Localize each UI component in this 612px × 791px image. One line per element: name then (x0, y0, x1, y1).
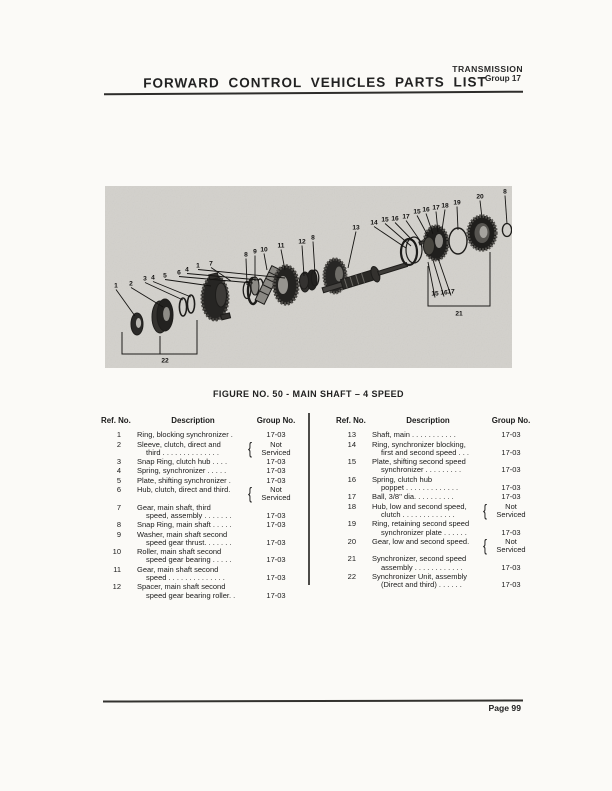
description-cell: Spring, clutch hub poppet . . . . . . . . . . . . . (372, 474, 459, 493)
group-no-cell: 17-03 (501, 527, 521, 537)
column-header-group: Group No. (256, 416, 296, 425)
description-cell: Ring, synchronizer blocking, first and second speed . . . (372, 439, 469, 457)
table-row (330, 493, 545, 501)
figure-callout-number: 8 (503, 188, 507, 196)
description-cell: Plate, shifting synchronizer . (137, 475, 231, 485)
column-header-description: Description (171, 416, 215, 425)
description-cell: Spring, synchronizer . . . . . (137, 466, 227, 476)
group-no-cell: 17-03 (266, 510, 286, 520)
table-row (330, 538, 545, 555)
ref-no-cell: 11 (113, 564, 121, 574)
table-row (95, 504, 310, 521)
table-row (330, 441, 545, 458)
table-row (95, 458, 310, 466)
figure-callout-number: 19 (453, 199, 461, 207)
table-row (330, 503, 545, 520)
description-cell: Roller, main shaft second speed gear bearing . . . . . (137, 547, 232, 565)
ref-no-cell: 19 (347, 519, 356, 529)
description-cell: Hub, clutch, direct and third. (137, 485, 231, 495)
table-header (95, 417, 310, 425)
group-no-cell: 17-03 (266, 466, 286, 476)
table-body (95, 431, 310, 600)
column-header-description: Description (406, 416, 450, 425)
group-no-cell: 17-03 (501, 483, 521, 493)
description-cell: Snap Ring, clutch hub . . . . (137, 457, 228, 467)
ref-no-cell: 10 (112, 547, 121, 557)
group-no-cell: 17-03 (501, 492, 521, 502)
description-cell: Ring, blocking synchronizer . (137, 430, 233, 440)
figure-callout-number: 17 (402, 213, 410, 221)
figure-callout-number: 4 (151, 274, 155, 282)
group-no-cell: 17-03 (266, 555, 286, 565)
section-label: TRANSMISSION (452, 64, 523, 74)
figure-callout-number: 8 (244, 251, 248, 259)
ref-no-cell: 12 (112, 582, 121, 592)
group-no-cell: 17-03 (266, 590, 286, 600)
description-cell: Sleeve, clutch, direct and third . . . . . . . . . . . . . . (137, 439, 221, 457)
section-block (452, 64, 523, 84)
figure-callout-number: 7 (209, 260, 213, 268)
table-row (330, 520, 545, 537)
ref-no-cell: 9 (116, 529, 121, 539)
column-header-ref: Ref. No. (101, 416, 131, 425)
figure-image (105, 186, 512, 368)
description-cell: Hub, low and second speed, clutch . . . . . . . . . . . . . (372, 501, 467, 519)
ref-no-cell: 5 (116, 475, 121, 485)
ref-no-cell: 20 (347, 536, 356, 546)
group-no-cell: 17-03 (501, 430, 521, 440)
description-cell: Plate, shifting second speed synchronizer . . . . . . . . . (372, 457, 466, 475)
ref-no-cell: 14 (347, 439, 356, 449)
brace-glyph: { (483, 501, 488, 521)
figure-callout-number: 2 (129, 280, 133, 288)
figure-callout-number: 21 (455, 310, 463, 318)
brace-glyph: { (483, 536, 488, 556)
group-no-cell: { Not Serviced (248, 484, 291, 504)
figure-callout-number: 1 (114, 282, 118, 290)
figure-callout-number: 17 (447, 288, 455, 296)
description-cell: Gear, main shaft second speed . . . . . . . . . . . . . . (137, 564, 225, 583)
table-row (95, 566, 310, 583)
ref-no-cell: 3 (116, 457, 121, 467)
table-row (95, 467, 310, 475)
description-cell: Washer, main shaft second speed gear thrust. . . . . . . (137, 529, 232, 547)
figure-callout-number: 16 (391, 215, 399, 223)
table-row (330, 573, 545, 590)
table-row (330, 476, 545, 493)
header-rule (104, 91, 523, 96)
figure-callout-number: 11 (277, 242, 285, 250)
ref-no-cell: 15 (347, 457, 356, 467)
figure-callout-number: 4 (185, 266, 189, 274)
ref-no-cell: 17 (347, 492, 356, 502)
figure-callout-number: 15 (413, 208, 421, 216)
table-header (330, 417, 545, 425)
ref-no-cell: 8 (116, 520, 121, 530)
group-label: Group 17 (485, 74, 521, 83)
figure-callout-number: 6 (177, 269, 181, 277)
brace-glyph: { (248, 484, 253, 504)
description-cell: Gear, low and second speed. (372, 536, 470, 546)
figure-callout-number: 10 (260, 246, 268, 254)
table-row (95, 477, 310, 485)
ref-no-cell: 21 (347, 554, 356, 564)
ref-no-cell: 6 (116, 485, 121, 495)
table-row (95, 548, 310, 565)
ref-no-cell: 13 (347, 430, 356, 440)
figure-callout-number: 14 (370, 219, 378, 227)
table-row (330, 458, 545, 475)
column-header-ref: Ref. No. (336, 416, 366, 425)
figure-callout-number: 20 (476, 193, 484, 201)
description-cell: Spacer, main shaft second speed gear bearing roller. . (137, 582, 236, 600)
description-cell: Ring, retaining second speed synchronizer plate . . . . . . (372, 519, 470, 537)
group-no-cell: 17-03 (501, 562, 521, 572)
parts-table-right (330, 417, 545, 591)
figure-callout-number: 5 (163, 272, 167, 280)
page-title: FORWARD CONTROL VEHICLES PARTS LIST (143, 74, 487, 91)
table-row (95, 583, 310, 600)
description-cell: Snap Ring, main shaft . . . . . (137, 520, 232, 530)
description-cell: Ball, 3/8'' dia. . . . . . . . . . (372, 492, 454, 502)
table-row (95, 441, 310, 458)
group-no-cell: 17-03 (501, 447, 521, 457)
footer-rule (103, 699, 523, 702)
group-no-cell: { Not Serviced (483, 536, 526, 556)
figure-caption: FIGURE NO. 50 - MAIN SHAFT – 4 SPEED (213, 389, 404, 399)
column-header-group: Group No. (491, 416, 531, 425)
ref-no-cell: 18 (347, 501, 356, 511)
figure-svg (105, 186, 512, 368)
group-no-cell: 17-03 (501, 580, 521, 590)
table-row (95, 521, 310, 529)
description-cell: Synchronizer, second speed assembly . . . . . . . . . . . . (372, 554, 467, 572)
figure-callout-number: 9 (253, 248, 257, 256)
figure-callout-number: 22 (161, 357, 169, 365)
ref-no-cell: 1 (116, 430, 121, 440)
group-no-cell: 17-03 (266, 573, 286, 583)
figure-callout-number: 12 (298, 238, 306, 246)
group-no-cell: 17-03 (266, 537, 286, 547)
figure-callout-number: 15 (381, 216, 389, 224)
group-no-cell: { Not Serviced (248, 439, 291, 458)
table-row (95, 486, 310, 503)
group-no-cell: 17-03 (266, 475, 286, 485)
group-no-cell: 17-03 (266, 430, 286, 440)
table-row (330, 555, 545, 572)
figure-callout-number: 18 (441, 202, 449, 210)
page-number: Page 99 (488, 703, 521, 713)
group-no-cell: 17-03 (501, 465, 521, 475)
figure-callout-number: 1 (196, 262, 200, 270)
ref-no-cell: 4 (116, 466, 121, 476)
ref-no-cell: 7 (116, 502, 121, 512)
group-no-cell: { Not Serviced (483, 501, 526, 521)
table-row (95, 431, 310, 439)
table-body (330, 431, 545, 589)
description-cell: Shaft, main . . . . . . . . . . . (372, 430, 456, 440)
brace-glyph: { (248, 439, 253, 458)
description-cell: Gear, main shaft, third speed, assembly . . . . . . . (137, 502, 232, 520)
ref-no-cell: 16 (347, 474, 356, 484)
figure-callout-number: 15 (431, 290, 439, 298)
figure-callout-number: 3 (143, 275, 147, 283)
group-no-cell: 17-03 (266, 457, 286, 467)
ref-no-cell: 22 (347, 572, 356, 582)
description-cell: Synchronizer Unit, assembly (Direct and third) . . . . . . (372, 572, 468, 590)
figure-callout-number: 16 (422, 206, 430, 214)
figure-callout-number: 16 (440, 289, 448, 297)
table-divider-rule (308, 413, 310, 585)
figure-callout-number: 13 (352, 224, 360, 232)
table-row (330, 431, 545, 439)
parts-table-left (95, 417, 310, 601)
figure-callout-number: 8 (311, 234, 315, 242)
ref-no-cell: 2 (116, 439, 121, 449)
group-no-cell: 17-03 (266, 520, 286, 530)
figure-callout-number: 17 (432, 204, 440, 212)
table-row (95, 531, 310, 548)
